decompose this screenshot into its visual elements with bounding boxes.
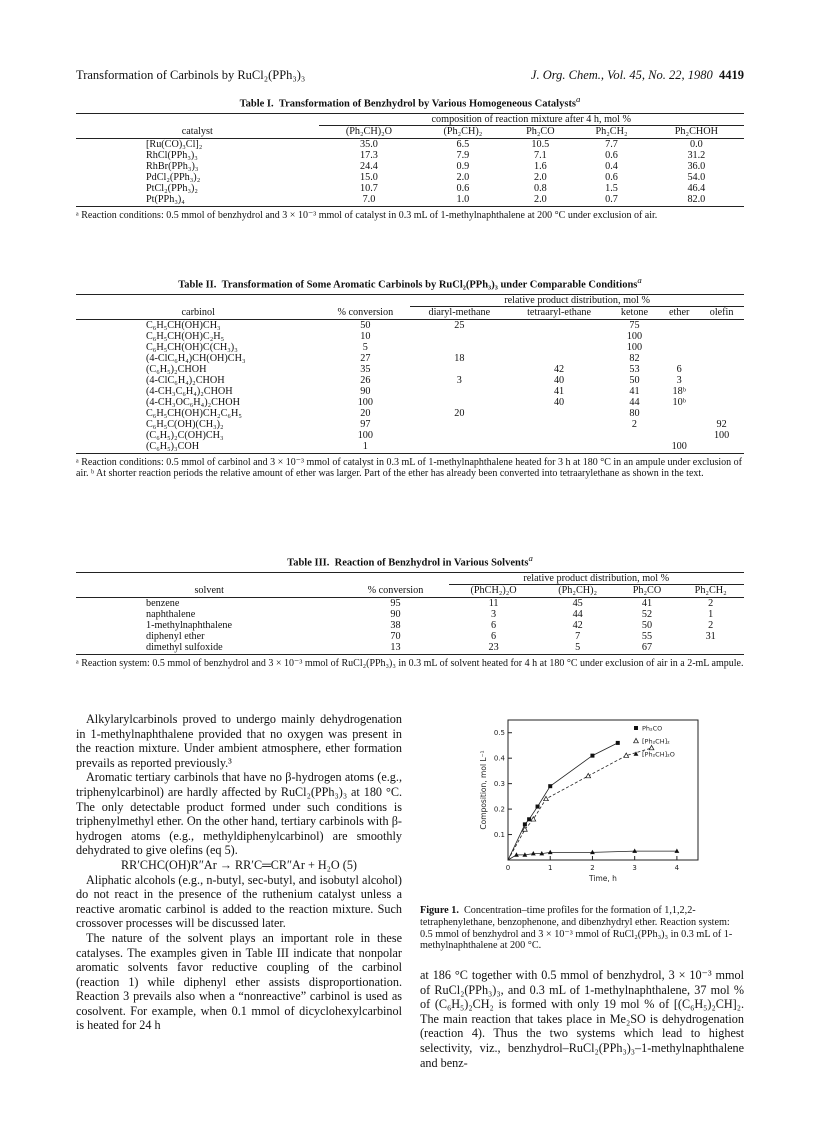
table-1	[76, 94, 744, 221]
table-cell	[699, 353, 744, 364]
table-cell: 0.6	[605, 149, 618, 161]
table-cell: 44	[572, 608, 583, 620]
table3-col-header: solvent	[76, 584, 342, 597]
table-cell: 25	[454, 319, 465, 331]
table-cell: 18ᵇ	[672, 385, 686, 397]
table-3-grid	[76, 572, 744, 655]
table3-col-header: Ph₂CO	[617, 584, 678, 597]
table-cell: 35	[360, 363, 371, 375]
table-cell: 50	[629, 374, 640, 386]
table1-col-header: Ph₂CO	[506, 125, 574, 138]
table-cell: 41	[641, 597, 653, 609]
table-3-footnote: ᵃ Reaction system: 0.5 mmol of benzhydrol and 3 × 10⁻³ mmol of RuCl₂(PPh₃)₃ in 0.3 mL of solvent heated for 4 h at 180 °C under exclusion of air in a 2-mL ampule.	[76, 657, 744, 669]
table-cell: 92	[716, 418, 727, 430]
table-cell	[410, 430, 508, 441]
table-cell: 5	[539, 642, 617, 655]
legend-marker	[634, 726, 638, 730]
table-row	[76, 319, 744, 331]
table-cell: 2.0	[533, 171, 547, 183]
table-cell: Pt(PPh₃)₄	[76, 194, 319, 207]
table2-col-header: tetraaryl-ethane	[508, 306, 609, 319]
data-point	[548, 784, 552, 788]
data-point	[527, 817, 531, 821]
y-axis-label: Composition, mol L⁻¹	[479, 750, 488, 830]
table-cell	[699, 408, 744, 419]
table-3-caption: Reaction of Benzhydrol in Various Solvents	[334, 557, 529, 569]
table-row	[76, 397, 744, 408]
table-cell: 40	[553, 396, 565, 408]
table2-col-header: carbinol	[76, 306, 320, 319]
table-cell: 90	[360, 385, 371, 397]
running-head	[76, 68, 744, 84]
table-cell	[699, 397, 744, 408]
table3-col-header: (PhCH₂)₂O	[449, 584, 539, 597]
table-cell	[410, 331, 508, 342]
table-cell: C₆H₅CH(OH)CH₂C₆H₅	[146, 407, 242, 419]
table1-col-header: (Ph₂CH)₂	[419, 125, 506, 138]
table-cell: 2	[708, 619, 714, 631]
table-cell	[659, 430, 699, 441]
table-2-span-header: relative product distribution, mol %	[410, 294, 744, 306]
table-cell: C₆H₅C(OH)(CH₃)₂	[146, 418, 224, 430]
table-row	[76, 597, 744, 609]
table-cell: RhBr(PPh₃)₃	[146, 160, 199, 172]
table-cell: dimethyl sulfoxide	[76, 642, 342, 655]
table-cell: 0.9	[456, 160, 470, 172]
table-cell: 31	[705, 630, 716, 642]
table-cell: PdCl₂(PPh₃)₂	[146, 171, 201, 183]
table-cell: (4-CH₃OC₆H₄)₂CHOH	[146, 396, 241, 408]
table-cell: 17.3	[360, 149, 378, 161]
table-cell: 1.5	[605, 182, 618, 194]
table-3-title: Table III. Reaction of Benzhydrol in Various Solvents$^a$	[287, 553, 533, 569]
table-3	[76, 553, 744, 669]
table-cell: RhCl(PPh₃)₃	[146, 149, 198, 161]
table-cell: 11	[488, 597, 499, 609]
table-cell	[659, 319, 699, 331]
table-cell: 1.0	[419, 194, 506, 207]
table-cell: 2	[708, 597, 714, 609]
table-row	[76, 353, 744, 364]
table-cell: 31.2	[687, 149, 706, 161]
table-cell: 26	[360, 374, 371, 386]
table1-col-header: Ph₂CH₂	[574, 125, 648, 138]
table-cell	[508, 408, 609, 419]
table-cell: 2.0	[506, 194, 574, 207]
table-cell: 13	[342, 642, 448, 655]
table-cell: 55	[641, 630, 653, 642]
table-2-footnote: ᵃ Reaction conditions: 0.5 mmol of carbinol and 3 × 10⁻³ mmol of catalyst in 0.3 mL of 1-methylnaphthalene heated for 3 h at 180 °C in an ampule under exclusion of air. ᵇ At shorter reaction periods the relative amount of ether was larger. Part of the ether has already been converted into tetraarylethane as shown in the text.	[76, 456, 742, 479]
y-tick-label: 0.3	[493, 780, 505, 789]
table-cell	[410, 441, 508, 454]
table-cell: 97	[360, 418, 371, 430]
table-cell	[699, 386, 744, 397]
table-cell: 75	[629, 319, 640, 331]
table-1-title: Table I. Transformation of Benzhydrol by Various Homogeneous Catalysts$^a$	[239, 94, 581, 110]
table-cell: 1.6	[533, 160, 547, 172]
table-cell	[699, 331, 744, 342]
table-cell: 50	[641, 619, 653, 631]
table-cell: (4-CH₃C₆H₄)₂CHOH	[146, 385, 233, 397]
table-cell: [Ru(CO)₃Cl]₂	[146, 138, 203, 150]
x-tick-label: 0	[505, 864, 511, 872]
table-row	[76, 342, 744, 353]
figure-1	[420, 712, 744, 902]
table-row	[76, 430, 744, 441]
table-cell: 10	[360, 330, 371, 342]
table-cell: 10.7	[360, 182, 378, 194]
table-cell: (C₆H₅)₂CHOH	[146, 363, 207, 375]
table-row	[76, 631, 744, 642]
table-cell: 0.4	[605, 160, 618, 172]
data-point	[632, 848, 637, 852]
table-cell: 100	[626, 341, 643, 353]
table-cell: 40	[553, 374, 565, 386]
data-point	[536, 805, 540, 809]
table-cell: 100	[626, 330, 643, 342]
table-cell: 5	[362, 341, 368, 353]
table-2-grid	[76, 294, 744, 454]
table-cell: 0.7	[574, 194, 648, 207]
table-cell: 23	[449, 642, 539, 655]
y-tick-label: 0.2	[493, 805, 505, 814]
data-point	[548, 850, 553, 854]
running-title: Transformation of Carbinols by RuCl₂(PPh₃)₃	[76, 68, 306, 82]
table-cell: 20	[454, 407, 465, 419]
table-cell	[699, 441, 744, 454]
table-cell: 50	[360, 319, 371, 331]
table-cell: 6.5	[456, 138, 470, 150]
table-cell: 6	[491, 630, 497, 642]
table-cell: 45	[572, 597, 583, 609]
table-row	[76, 161, 744, 172]
x-axis-label: Time, h	[589, 874, 617, 883]
table-cell	[508, 319, 609, 331]
table-cell: 53	[629, 363, 640, 375]
table-row	[76, 172, 744, 183]
table-cell: 82.0	[649, 194, 744, 207]
table-row	[76, 364, 744, 375]
table2-col-header: ketone	[610, 306, 660, 319]
table-row	[76, 150, 744, 161]
table-cell: 82	[629, 352, 640, 364]
table-cell: 10.5	[531, 138, 550, 150]
table-cell: 24.4	[360, 160, 378, 172]
table-2	[76, 275, 744, 479]
y-tick-label: 0.5	[493, 729, 505, 738]
table-row	[76, 194, 744, 207]
table-cell: 7.9	[456, 149, 470, 161]
data-point	[649, 745, 654, 749]
table-cell: 1	[320, 441, 410, 454]
left-paragraph-2: Aromatic tertiary carbinols that have no β-hydrogen atoms (e.g., triphenylcarbinol) are hardly affected by RuCl₂(PPh₃)₃ at 180 °C. The only detectable product formed under such conditions is triphenylmethyl ether. On the other hand, tertiary carbinols with β-hydrogen atoms (e.g., methyldiphenylcarbinol) are smoothly dehydrated to give olefins (eq 5).	[76, 770, 402, 858]
table-row	[76, 419, 744, 430]
table1-col-header: (Ph₂CH)₂O	[319, 125, 420, 138]
table-cell: 90	[390, 608, 401, 620]
x-tick-label: 1	[547, 864, 553, 872]
x-tick-label: 2	[590, 864, 595, 872]
table-cell: 7.1	[533, 149, 547, 161]
table-cell: 0.0	[689, 138, 703, 150]
y-tick-label: 0.4	[493, 754, 505, 763]
table-cell: 41	[553, 385, 565, 397]
table-cell	[508, 441, 609, 454]
table-cell: (C₆H₅)₃COH	[76, 441, 320, 454]
table-row	[76, 138, 744, 150]
table-cell	[659, 342, 699, 353]
table-cell: 100	[357, 396, 373, 408]
table-1-caption: Transformation of Benzhydrol by Various Homogeneous Catalysts	[278, 98, 577, 110]
table-cell	[508, 419, 609, 430]
table-cell: 3	[491, 608, 497, 620]
table-1-footnote: ᵃ Reaction conditions: 0.5 mmol of benzhydrol and 3 × 10⁻³ mmol of catalyst in 0.3 mL of 1-methylnaphthalene at 200 °C under exclusion of air.	[76, 209, 658, 221]
table-cell: 70	[390, 630, 401, 642]
table-row	[76, 408, 744, 419]
table-cell: 0.6	[605, 171, 618, 183]
data-point	[531, 817, 536, 821]
table-3-label: Table III.	[287, 557, 330, 569]
table-1-label: Table I.	[239, 98, 274, 110]
left-paragraph-4: The nature of the solvent plays an important role in these catalyses. The examples given in Table III indicate that nonpolar aromatic solvents favor reductive coupling of the carbinol (reaction 1) while diphenyl ether assists disproportionation. Reaction 3 prevails also when a “nonreactive” carbinol is used as cosolvent. For example, when 0.1 mmol of dicyclohexylcarbinol is heated for 24 h	[76, 930, 402, 1033]
table-cell: 54.0	[687, 171, 706, 183]
table-cell: 95	[390, 597, 401, 609]
table-row	[76, 386, 744, 397]
table-cell: (4-ClC₆H₄)CH(OH)CH₃	[146, 352, 246, 364]
data-point	[544, 796, 549, 800]
table-cell: 42	[572, 619, 583, 631]
table-cell	[610, 430, 660, 441]
table-cell	[659, 331, 699, 342]
table-row	[76, 375, 744, 386]
data-point	[523, 822, 527, 826]
data-point	[616, 741, 620, 745]
table-cell	[508, 331, 609, 342]
table-cell: 3	[676, 374, 682, 386]
table2-col-header: olefin	[699, 306, 744, 319]
table-cell: 1	[708, 608, 714, 620]
table-cell	[410, 342, 508, 353]
table-cell	[410, 386, 508, 397]
table-cell: 52	[641, 608, 653, 620]
x-tick-label: 4	[674, 864, 680, 872]
right-column	[420, 968, 744, 1070]
table-cell: PtCl₂(PPh₃)₂	[146, 182, 198, 194]
table-cell: (C₆H₅)₂C(OH)CH₃	[146, 429, 224, 441]
table-cell: 20	[360, 407, 371, 419]
table-cell: 15.0	[360, 171, 378, 183]
table-row	[76, 183, 744, 194]
x-tick-label: 3	[632, 864, 637, 872]
table-cell: 0.8	[533, 182, 547, 194]
series-line	[508, 743, 618, 860]
table-cell: 44	[629, 396, 640, 408]
table-cell: 38	[390, 619, 401, 631]
legend-label: Ph₂CO	[642, 724, 663, 733]
left-paragraph-3: Aliphatic alcohols (e.g., n-butyl, sec-butyl, and isobutyl alcohol) do not react in the presence of the ruthenium catalyst unless a reactive aromatic carbinol is added to the reaction mixture. Such crossover processes will be discussed later.	[76, 872, 402, 931]
table3-col-header: (Ph₂CH)₂	[539, 584, 617, 597]
table-cell	[410, 364, 508, 375]
table-2-label: Table II.	[178, 279, 217, 291]
table-cell	[659, 419, 699, 430]
table-2-title: Table II. Transformation of Some Aromatic Carbinols by RuCl₂(PPh₃)₃ under Comparable Conditions$^a$	[178, 275, 642, 291]
table-cell: 7	[575, 630, 581, 642]
table2-col-header: ether	[659, 306, 699, 319]
journal-name: J. Org. Chem., Vol. 45, No. 22, 1980	[530, 68, 713, 82]
figure-1-caption-text: Concentration–time profiles for the formation of 1,1,2,2-tetraphenylethane, benzophenone, and dibenzhydryl ether. Reaction system: 0.5 mmol of benzhydrol and 3 × 10⁻³ mmol of RuCl₂(PPh₃)₃ in 0.3 mL of 1-methylnaphthalene at 200 °C.	[420, 905, 733, 952]
table-3-span-header: relative product distribution, mol %	[449, 572, 745, 584]
data-point	[674, 848, 679, 852]
table3-col-header: Ph₂CH₂	[677, 584, 744, 597]
table-cell: 2	[631, 418, 638, 430]
journal-citation	[531, 68, 744, 83]
table-2-caption: Transformation of Some Aromatic Carbinols by RuCl₂(PPh₃)₃ under Comparable Conditions	[221, 279, 638, 291]
figure-1-plot	[420, 712, 744, 902]
table-cell: 42	[553, 363, 565, 375]
table-cell: 80	[629, 407, 640, 419]
table-cell: 100	[713, 429, 730, 441]
table1-col-header: catalyst	[76, 125, 319, 138]
figure-1-label: Figure 1.	[420, 905, 459, 916]
table-cell: 6	[491, 619, 497, 631]
table-1-grid	[76, 113, 744, 207]
table-cell: C₆H₅CH(OH)CH₃	[146, 319, 221, 331]
table-cell: 36.0	[687, 160, 706, 172]
table-cell	[410, 419, 508, 430]
table-cell: 10ᵇ	[672, 396, 686, 408]
table-1-span-header: composition of reaction mixture after 4 h, mol %	[319, 113, 744, 125]
table3-col-header: % conversion	[342, 584, 448, 597]
table-row	[76, 620, 744, 631]
table-cell	[677, 642, 744, 655]
table-row	[76, 609, 744, 620]
table-cell: 100	[659, 441, 699, 454]
data-point	[624, 753, 629, 757]
table2-col-header: diaryl-methane	[410, 306, 508, 319]
data-point	[590, 754, 594, 758]
table-cell	[699, 319, 744, 331]
table-cell: 1-methylnaphthalene	[146, 619, 232, 631]
table-cell: 2.0	[456, 171, 470, 183]
table-row	[76, 642, 744, 655]
table-cell: benzene	[146, 597, 180, 609]
table-cell	[410, 397, 508, 408]
table-cell: 6	[676, 363, 682, 375]
table-row	[76, 331, 744, 342]
table-cell: 46.4	[687, 182, 706, 194]
table-cell: 27	[360, 352, 371, 364]
table-cell	[659, 408, 699, 419]
table-cell	[508, 353, 609, 364]
table-cell	[659, 353, 699, 364]
table-cell	[699, 364, 744, 375]
left-column	[76, 712, 402, 1033]
table-cell: 18	[454, 352, 465, 364]
table2-col-header: % conversion	[320, 306, 410, 319]
left-paragraph-1: Alkylarylcarbinols proved to undergo mainly dehydrogenation in 1-methylnaphthalene provided that no oxygen was present in the reaction mixture. Under ambient atmosphere, ether formation prevails as reported previously.³	[76, 712, 402, 770]
legend-label: [Ph₂CH]₂	[642, 737, 670, 746]
table-cell: C₆H₅CH(OH)C₂H₅	[146, 330, 225, 342]
table-cell: diphenyl ether	[146, 630, 205, 642]
table-cell: 100	[357, 429, 373, 441]
right-paragraph-1: at 186 °C together with 0.5 mmol of benzhydrol, 3 × 10⁻³ mmol of RuCl₂(PPh₃)₃, and 0.3 mL of 1-methylnaphthalene, 37 mol % of (C₆H₅)₂CH₂ is formed with only 19 mol % of [(C₆H₅)₂CH]₂. The main reaction that takes place in Me₂SO is dehydrogenation (reaction 4). Thus the two systems which lead to highest selectivity, viz., benzhydrol–RuCl₂(PPh₃)₃–1-methylnaphthalene and benz-	[420, 968, 744, 1070]
table-cell	[610, 441, 660, 454]
figure-1-caption	[420, 905, 744, 952]
table-cell	[699, 375, 744, 386]
table-cell: 67	[617, 642, 678, 655]
table1-col-header: Ph₂CHOH	[649, 125, 744, 138]
legend-label: [Ph₂CH]₂O	[642, 750, 675, 759]
table-row	[76, 441, 744, 454]
table-cell: 41	[629, 385, 640, 397]
table-cell: 7.0	[319, 194, 420, 207]
legend-marker	[634, 738, 639, 742]
table-cell	[508, 430, 609, 441]
page-number: 4419	[719, 68, 744, 82]
table-cell: (4-ClC₆H₄)₂CHOH	[146, 374, 225, 386]
data-point	[586, 773, 591, 777]
table-cell: C₆H₅CH(OH)C(CH₃)₃	[146, 341, 238, 353]
equation-5: RR′CHC(OH)R″Ar → RR′C═CR″Ar + H₂O (5)	[120, 857, 357, 872]
table-cell: 7.7	[605, 138, 618, 150]
table-cell: naphthalene	[146, 608, 196, 620]
table-cell: 35.0	[360, 138, 378, 150]
y-tick-label: 0.1	[493, 831, 505, 840]
table-cell: 3	[456, 374, 462, 386]
table-cell: 0.6	[456, 182, 470, 194]
table-cell	[508, 342, 609, 353]
table-cell	[699, 342, 744, 353]
